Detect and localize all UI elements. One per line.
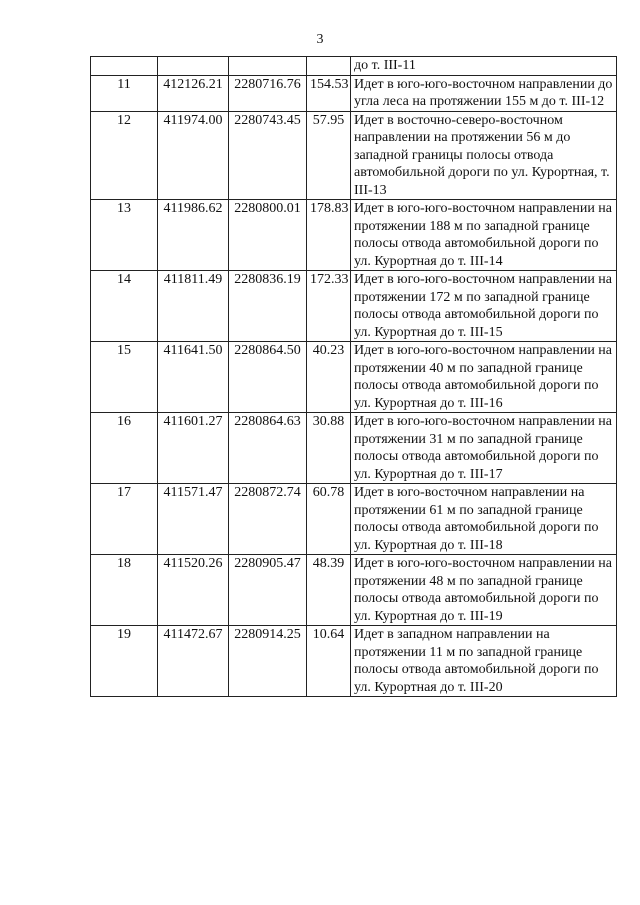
table-row [91,342,617,413]
cell-x: 411601.27 [158,413,229,484]
cell-description: Идет в юго-юго-восточном направлении на протяжении 40 м по западной границе полосы отвода автомобильной дороги по ул. Курортная до т. III-16 [351,342,617,413]
cell-description: Идет в восточно-северо-восточном направлении на протяжении 56 м до западной границы полосы отвода автомобильной дороги по ул. Курортная, т. III-13 [351,111,617,200]
cell-x: 411520.26 [158,555,229,626]
cell-num: 12 [91,111,158,200]
cell-x: 411986.62 [158,200,229,271]
cell-num [91,57,158,76]
cell-length [307,57,351,76]
table-row-continued [91,57,617,76]
table-row [91,626,617,697]
cell-y: 2280836.19 [229,271,307,342]
cell-length: 154.53 [307,75,351,111]
cell-description: Идет в юго-восточном направлении на протяжении 61 м по западной границе полосы отвода автомобильной дороги по ул. Курортная до т. III-18 [351,484,617,555]
cell-y: 2280716.76 [229,75,307,111]
table-row [91,484,617,555]
cell-num: 18 [91,555,158,626]
cell-length: 48.39 [307,555,351,626]
table-row [91,200,617,271]
cell-y: 2280864.50 [229,342,307,413]
cell-length: 178.83 [307,200,351,271]
cell-num: 14 [91,271,158,342]
cell-x: 411974.00 [158,111,229,200]
cell-description: Идет в западном направлении на протяжении 11 м по западной границе полосы отвода автомобильной дороги по ул. Курортная до т. III-20 [351,626,617,697]
cell-description: до т. III-11 [351,57,617,76]
cell-x: 411811.49 [158,271,229,342]
cell-y: 2280914.25 [229,626,307,697]
cell-y: 2280800.01 [229,200,307,271]
cell-x [158,57,229,76]
cell-num: 15 [91,342,158,413]
cell-x: 412126.21 [158,75,229,111]
cell-length: 60.78 [307,484,351,555]
cell-description: Идет в юго-юго-восточном направлении до угла леса на протяжении 155 м до т. III-12 [351,75,617,111]
cell-length: 10.64 [307,626,351,697]
table-row [91,111,617,200]
cell-length: 40.23 [307,342,351,413]
cell-num: 19 [91,626,158,697]
cell-description: Идет в юго-юго-восточном направлении на протяжении 188 м по западной границе полосы отвода автомобильной дороги по ул. Курортная до т. III-14 [351,200,617,271]
cell-num: 11 [91,75,158,111]
cell-x: 411472.67 [158,626,229,697]
cell-description: Идет в юго-юго-восточном направлении на протяжении 31 м по западной границе полосы отвода автомобильной дороги по ул. Курортная до т. III-17 [351,413,617,484]
cell-description: Идет в юго-юго-восточном направлении на протяжении 48 м по западной границе полосы отвода автомобильной дороги по ул. Курортная до т. III-19 [351,555,617,626]
cell-description: Идет в юго-юго-восточном направлении на протяжении 172 м по западной границе полосы отвода автомобильной дороги по ул. Курортная до т. III-15 [351,271,617,342]
cell-length: 57.95 [307,111,351,200]
cell-x: 411571.47 [158,484,229,555]
cell-num: 16 [91,413,158,484]
table-row [91,555,617,626]
cell-length: 30.88 [307,413,351,484]
boundary-coordinates-table [90,56,617,697]
cell-y [229,57,307,76]
cell-x: 411641.50 [158,342,229,413]
table-row [91,413,617,484]
cell-length: 172.33 [307,271,351,342]
cell-y: 2280905.47 [229,555,307,626]
cell-y: 2280743.45 [229,111,307,200]
cell-num: 13 [91,200,158,271]
cell-y: 2280864.63 [229,413,307,484]
table-row [91,75,617,111]
cell-num: 17 [91,484,158,555]
page-number: 3 [316,32,324,47]
table-row [91,271,617,342]
cell-y: 2280872.74 [229,484,307,555]
